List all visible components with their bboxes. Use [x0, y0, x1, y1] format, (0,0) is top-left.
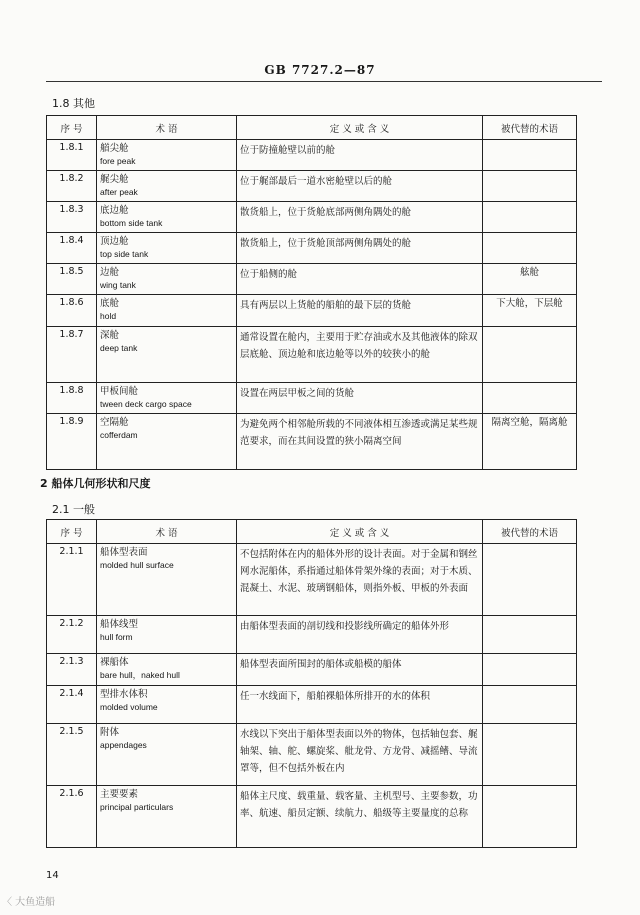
- term-zh: 艉尖舱: [100, 174, 129, 185]
- term-definition: 散货船上，位于货舱底部两侧角隅处的舱: [237, 202, 483, 233]
- term-number: 1.8.7: [47, 327, 97, 383]
- term-cell: [97, 327, 237, 383]
- term-definition: 船体型表面所围封的船体或船模的船体: [237, 654, 483, 686]
- term-number: 1.8.3: [47, 202, 97, 233]
- replaced-term: [483, 616, 577, 654]
- term-number: 1.8.9: [47, 414, 97, 470]
- term-en: wing tank: [100, 280, 136, 290]
- col-header-definition: 定 义 或 含 义: [237, 116, 483, 140]
- term-cell: [97, 140, 237, 171]
- table-row: [47, 202, 577, 233]
- replaced-term: [483, 686, 577, 724]
- col-header-term: 术 语: [97, 116, 237, 140]
- term-en: after peak: [100, 187, 138, 197]
- term-en: appendages: [100, 740, 147, 750]
- replaced-term: [483, 654, 577, 686]
- term-zh: 甲板间舱: [100, 386, 139, 397]
- table-header-row: [47, 116, 577, 140]
- term-definition: 任一水线面下，船舶裸船体所排开的水的体积: [237, 686, 483, 724]
- col-header-replaced: 被代替的术语: [483, 116, 577, 140]
- term-en: molded hull surface: [100, 560, 174, 570]
- table-row: [47, 140, 577, 171]
- table-row: [47, 544, 577, 616]
- header-divider: [46, 81, 602, 82]
- term-definition: 具有两层以上货舱的船舶的最下层的货舱: [237, 295, 483, 327]
- col-header-term: 术 语: [97, 520, 237, 544]
- term-definition: 不包括附体在内的船体外形的设计表面。对于金属和钢丝网水泥船体，系指通过船体骨架外缘的表面；对于木质、混凝土、水泥、玻璃钢船体，则指外板、甲板的外表面: [237, 544, 483, 616]
- table-row: [47, 654, 577, 686]
- term-definition: 位于防撞舱壁以前的舱: [237, 140, 483, 171]
- replaced-term: [483, 202, 577, 233]
- term-en: molded volume: [100, 702, 158, 712]
- term-cell: [97, 616, 237, 654]
- term-zh: 船体型表面: [100, 547, 148, 558]
- table-row: [47, 327, 577, 383]
- term-number: 2.1.6: [47, 786, 97, 848]
- replaced-term: [483, 140, 577, 171]
- replaced-term: 下大舱，下层舱: [483, 295, 577, 327]
- table-row: [47, 786, 577, 848]
- term-number: 2.1.1: [47, 544, 97, 616]
- chapter-2-title: 2 船体几何形状和尺度: [40, 477, 151, 490]
- term-en: top side tank: [100, 249, 149, 259]
- term-definition: 设置在两层甲板之间的货舱: [237, 383, 483, 414]
- term-zh: 底舱: [100, 298, 120, 309]
- col-header-number: 序 号: [47, 116, 97, 140]
- term-number: 2.1.5: [47, 724, 97, 786]
- term-number: 1.8.6: [47, 295, 97, 327]
- term-zh: 边舱: [100, 267, 120, 278]
- term-cell: [97, 171, 237, 202]
- term-definition: 船体主尺度、载重量、载客量、主机型号、主要参数，功率、航速、船员定额、续航力、船级等主要量度的总称: [237, 786, 483, 848]
- term-zh: 附体: [100, 727, 120, 738]
- term-en: deep tank: [100, 343, 138, 353]
- table-row: [47, 264, 577, 295]
- term-number: 1.8.2: [47, 171, 97, 202]
- term-definition: 通常设置在舱内，主要用于贮存油或水及其他液体的除双层底舱、顶边舱和底边舱等以外的较狭小的舱: [237, 327, 483, 383]
- section-1-8-title: 1.8 其他: [52, 97, 95, 110]
- term-definition: 水线以下突出于船体型表面以外的物体，包括轴包套、艉轴架、轴、舵、螺旋桨、舭龙骨、方龙骨、减摇鳍、导流罩等，但不包括外板在内: [237, 724, 483, 786]
- table-row: [47, 171, 577, 202]
- term-zh: 深舱: [100, 330, 120, 341]
- replaced-term: 舷舱: [483, 264, 577, 295]
- table-header-row: [47, 520, 577, 544]
- page-number: 14: [46, 870, 59, 881]
- standard-number: GB 7727.2—87: [264, 63, 376, 77]
- term-cell: [97, 686, 237, 724]
- term-zh: 裸船体: [100, 657, 129, 668]
- term-en: cofferdam: [100, 430, 138, 440]
- term-definition: 位于艉部最后一道水密舱壁以后的舱: [237, 171, 483, 202]
- term-cell: [97, 233, 237, 264]
- term-number: 1.8.1: [47, 140, 97, 171]
- term-cell: [97, 544, 237, 616]
- replaced-term: [483, 233, 577, 264]
- term-definition: 为避免两个相邻舱所载的不同液体相互渗透或满足某些规范要求，而在其间设置的狭小隔离空间: [237, 414, 483, 470]
- term-cell: [97, 724, 237, 786]
- replaced-term: [483, 327, 577, 383]
- section-2-1-title: 2.1 一般: [52, 503, 95, 516]
- replaced-term: [483, 724, 577, 786]
- term-definition: 由船体型表面的剖切线和投影线所确定的船体外形: [237, 616, 483, 654]
- term-cell: [97, 383, 237, 414]
- term-number: 2.1.3: [47, 654, 97, 686]
- table-row: [47, 616, 577, 654]
- term-en: hold: [100, 311, 117, 321]
- term-zh: 空隔舱: [100, 417, 129, 428]
- term-number: 2.1.2: [47, 616, 97, 654]
- term-en: principal particulars: [100, 802, 174, 812]
- term-number: 1.8.5: [47, 264, 97, 295]
- term-en: hull form: [100, 632, 133, 642]
- term-number: 1.8.8: [47, 383, 97, 414]
- table-row: [47, 233, 577, 264]
- watermark: 〈 大鱼造船: [2, 897, 56, 908]
- term-cell: [97, 414, 237, 470]
- replaced-term: [483, 786, 577, 848]
- replaced-term: [483, 171, 577, 202]
- col-header-definition: 定 义 或 含 义: [237, 520, 483, 544]
- term-cell: [97, 786, 237, 848]
- table-row: [47, 295, 577, 327]
- col-header-replaced: 被代替的术语: [483, 520, 577, 544]
- term-number: 1.8.4: [47, 233, 97, 264]
- table-row: [47, 686, 577, 724]
- term-zh: 船体线型: [100, 619, 139, 630]
- col-header-number: 序 号: [47, 520, 97, 544]
- term-zh: 主要要素: [100, 789, 139, 800]
- term-en: bare hull，naked hull: [100, 670, 180, 680]
- table-row: [47, 383, 577, 414]
- term-number: 2.1.4: [47, 686, 97, 724]
- term-definition: 位于船侧的舱: [237, 264, 483, 295]
- term-zh: 型排水体积: [100, 689, 148, 700]
- term-cell: [97, 202, 237, 233]
- term-cell: [97, 264, 237, 295]
- term-definition: 散货船上，位于货舱顶部两侧角隅处的舱: [237, 233, 483, 264]
- term-en: tween deck cargo space: [100, 399, 192, 409]
- term-cell: [97, 654, 237, 686]
- term-cell: [97, 295, 237, 327]
- table-row: [47, 724, 577, 786]
- replaced-term: [483, 383, 577, 414]
- term-zh: 顶边舱: [100, 236, 129, 247]
- table-row: [47, 414, 577, 470]
- terms-table-1-8: [46, 115, 577, 470]
- replaced-term: 隔离空舱，隔离舱: [483, 414, 577, 470]
- term-zh: 底边舱: [100, 205, 129, 216]
- replaced-term: [483, 544, 577, 616]
- term-zh: 艏尖舱: [100, 143, 129, 154]
- term-en: fore peak: [100, 156, 136, 166]
- terms-table-2-1: [46, 519, 577, 848]
- term-en: bottom side tank: [100, 218, 163, 228]
